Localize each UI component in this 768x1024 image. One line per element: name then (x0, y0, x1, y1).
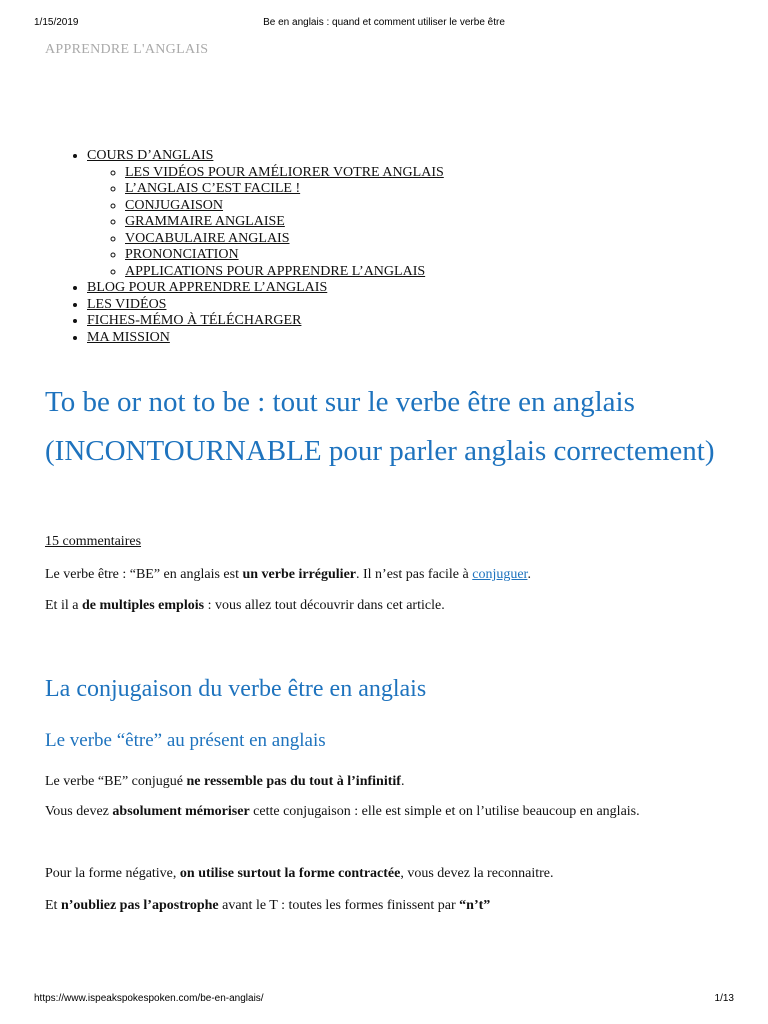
bold-text: ne ressemble pas du tout à l’infinitif (186, 774, 401, 789)
text-segment: Pour la forme négative, (45, 866, 180, 881)
intro-paragraph (45, 566, 735, 584)
text-segment: Le verbe “BE” conjugué (45, 774, 187, 789)
submenu-item (125, 231, 768, 248)
bold-text: “n’t” (459, 898, 491, 913)
text-segment: . Il n’est pas facile à (356, 567, 473, 582)
submenu-link-videos[interactable]: LES VIDÉOS POUR AMÉLIORER VOTRE ANGLAIS (125, 164, 444, 180)
menu-link-fiches[interactable]: FICHES-MÉMO À TÉLÉCHARGER (87, 313, 302, 328)
text-segment: avant le T : toutes les formes finissent par (218, 898, 460, 913)
text-segment: . (400, 774, 405, 789)
menu-item-mission (87, 330, 768, 347)
text-segment: Le verbe être : “BE” en anglais est (45, 567, 243, 582)
print-date: 1/15/2019 (34, 17, 79, 28)
submenu-item (125, 264, 768, 281)
text-segment: Et (45, 898, 61, 913)
submenu-item (125, 181, 768, 198)
text-segment: , vous devez la reconnaitre. (400, 866, 554, 881)
text-segment: cette conjugaison : elle est simple et on l’utilise beaucoup en anglais. (249, 804, 640, 819)
print-page-title: Be en anglais : quand et comment utiliser le verbe être (263, 17, 505, 28)
text-segment: . (527, 567, 531, 582)
menu-item-fiches (87, 313, 768, 330)
apostrophe-paragraph (45, 897, 735, 915)
menu-link-cours[interactable]: COURS D’ANGLAIS (87, 148, 214, 163)
site-title[interactable]: APPRENDRE L'ANGLAIS (45, 42, 209, 57)
bold-text: absolument mémoriser (112, 804, 250, 819)
menu-item-blog (87, 280, 768, 297)
submenu-item (125, 247, 768, 264)
print-url: https://www.ispeakspokespoken.com/be-en-anglais/ (34, 993, 264, 1004)
bold-text: un verbe irrégulier (242, 567, 356, 582)
print-header (0, 17, 768, 31)
submenu-item (125, 198, 768, 215)
subsection-heading-present: Le verbe “être” au présent en anglais (45, 730, 326, 751)
submenu-cours (87, 165, 768, 281)
menu-item-cours (87, 148, 768, 280)
submenu-link-prononciation[interactable]: PRONONCIATION (125, 247, 239, 262)
section-heading-conjugaison: La conjugaison du verbe être en anglais (45, 676, 427, 702)
article-title: To be or not to be : tout sur le verbe être en anglais (INCONTOURNABLE pour parler anglais correctement) (45, 386, 715, 467)
bold-text: de multiples emplois (81, 598, 205, 613)
text-segment: Et il a (45, 598, 82, 613)
submenu-link-conjugaison[interactable]: CONJUGAISON (125, 197, 224, 213)
emplois-paragraph (45, 597, 735, 615)
submenu-link-facile[interactable]: L’ANGLAIS C’EST FACILE ! (125, 181, 301, 196)
menu-item-videos (87, 297, 768, 314)
text-segment: : vous allez tout découvrir dans cet article. (204, 598, 445, 613)
submenu-item (125, 165, 768, 182)
submenu-link-grammaire[interactable]: GRAMMAIRE ANGLAISE (125, 214, 285, 229)
negative-paragraph (45, 865, 735, 883)
submenu-item (125, 214, 768, 231)
title-emphasis: INCONTOURNABLE (54, 435, 322, 467)
main-navigation (0, 148, 768, 346)
bold-text: n’oubliez pas l’apostrophe (60, 898, 219, 913)
bold-text: on utilise surtout la forme contractée (179, 866, 401, 881)
memoriser-paragraph (45, 803, 735, 821)
menu-link-videos[interactable]: LES VIDÉOS (87, 296, 167, 312)
menu-link-mission[interactable]: MA MISSION (87, 329, 170, 345)
conjuguer-link[interactable]: conjuguer (472, 567, 528, 582)
submenu-link-applications[interactable]: APPLICATIONS POUR APPRENDRE L’ANGLAIS (125, 263, 426, 279)
menu-link-blog[interactable]: BLOG POUR APPRENDRE L’ANGLAIS (87, 280, 328, 295)
print-footer (0, 993, 768, 1007)
be-paragraph (45, 773, 735, 791)
menu-list (0, 148, 768, 346)
text-segment: Vous devez (45, 804, 113, 819)
print-page-number: 1/13 (714, 993, 734, 1004)
submenu-link-vocabulaire[interactable]: VOCABULAIRE ANGLAIS (125, 230, 290, 246)
comments-link[interactable]: 15 commentaires (45, 534, 142, 549)
